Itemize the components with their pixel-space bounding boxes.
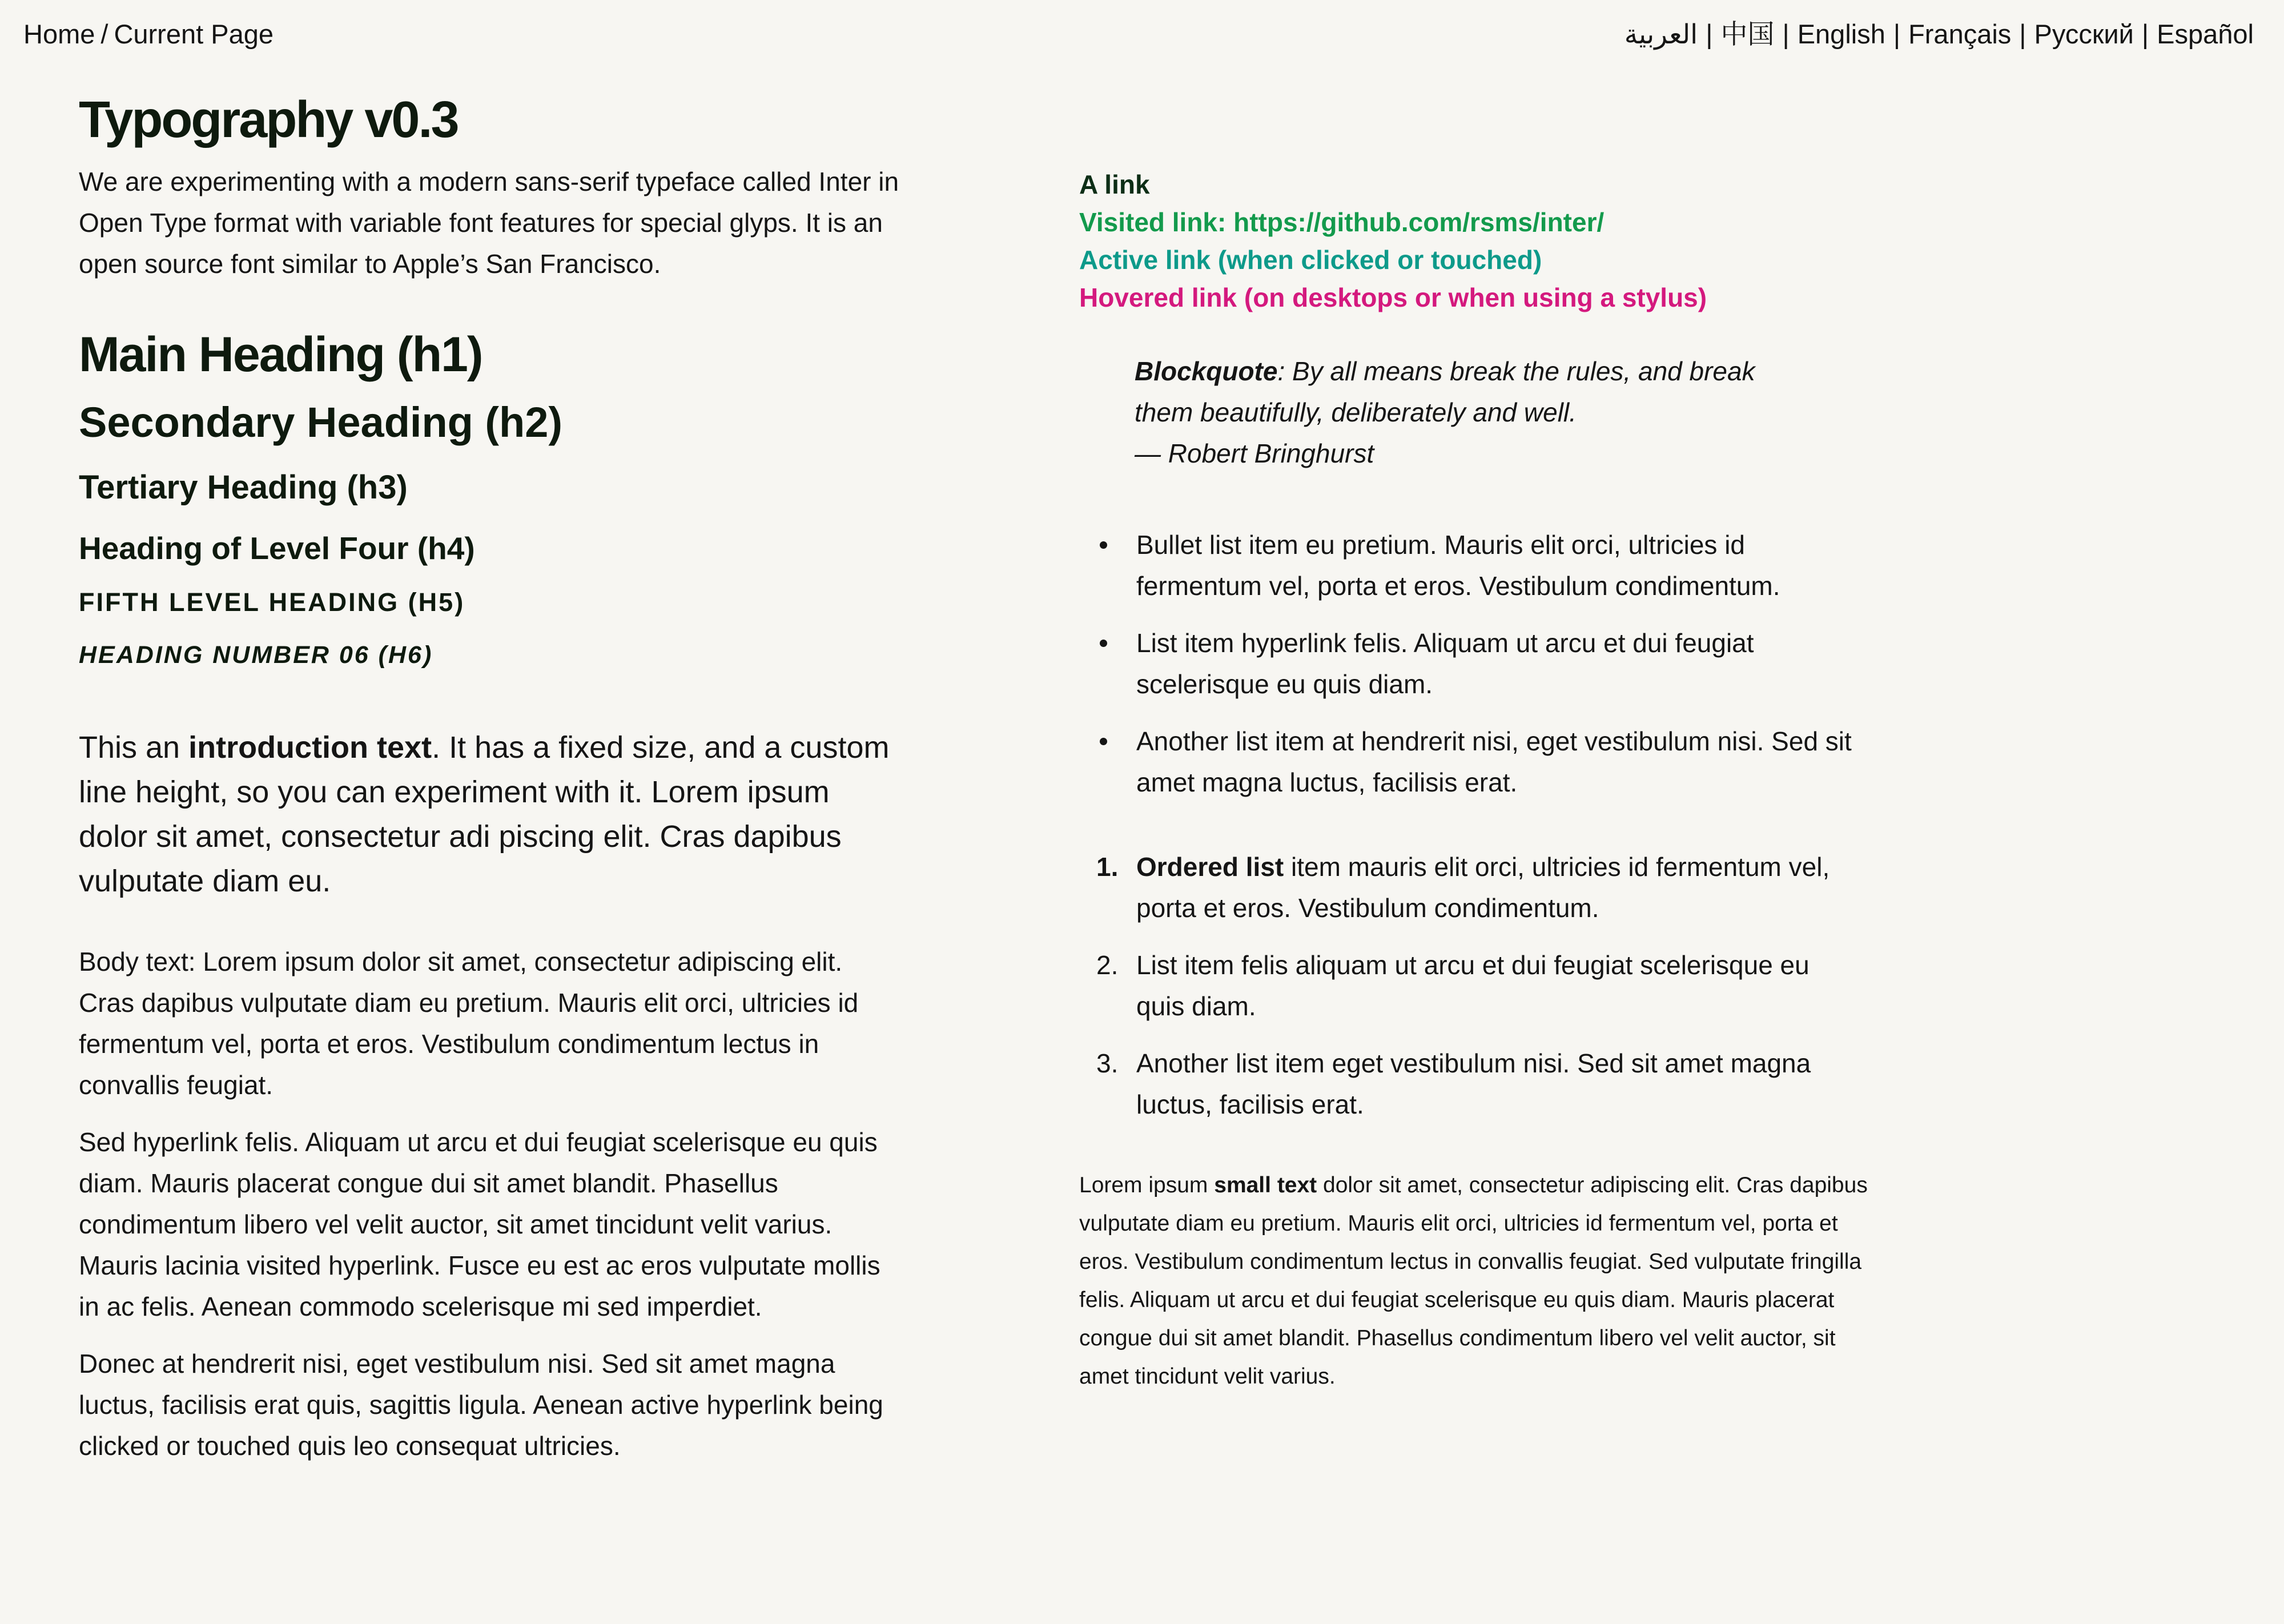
list-item [1079,524,1856,606]
small-text-before: Lorem ipsum [1079,1173,1215,1197]
language-separator: | [2019,19,2026,49]
left-column [79,86,947,1466]
blockquote-text: : By all means break the rules, and break them beautifully, deliberately and well. [1135,356,1755,427]
list-item [1079,944,1856,1027]
breadcrumb-current: Current Page [114,19,274,49]
language-russian[interactable]: Русский [2034,19,2134,49]
language-separator: | [1706,19,1713,49]
list-item-text: Another list item eget vestibulum nisi. Sed sit amet magna luctus, facilisis erat. [1136,1048,1811,1119]
body-paragraph: Sed hyperlink felis. Aliquam ut arcu et dui feugiat scelerisque eu quis diam. Mauris placerat congue dui sit amet blandit. Phasellus condimentum libero vel velit auctor, sit amet tincidunt velit varius. Mauris lacinia visited hyperlink. Fusce eu est ac eros vulputate mollis in ac felis. Aenean commodo scelerisque mi sed imperdiet. [79,1127,880,1321]
page-title: Typography v0.3 [79,91,458,148]
language-separator: | [1893,19,1901,49]
breadcrumb-home-link[interactable]: Home [23,19,95,49]
list-item-text: List item felis aliquam ut arcu et dui feugiat scelerisque eu quis diam. [1136,950,1809,1021]
language-separator: | [1782,19,1790,49]
intro-text-before: This an [79,730,189,765]
heading-h1: Main Heading (h1) [79,327,482,382]
language-separator: | [2141,19,2149,49]
bullet-icon [1100,541,1107,549]
blockquote-attribution: — Robert Bringhurst [1135,439,1374,468]
introduction-text [79,725,890,903]
ordered-list-bold: Ordered list [1136,852,1284,882]
language-english[interactable]: English [1797,19,1885,49]
list-number: 3. [1096,1048,1119,1078]
list-item-text: Bullet list item eu pretium. Mauris elit orci, ultricies id fermentum vel, porta et eros. Vestibulum condimentum. [1136,530,1780,601]
list-number: 1. [1096,852,1119,882]
list-number: 2. [1096,950,1119,980]
ordered-list [1079,846,1879,1125]
bullet-list [1079,524,1879,803]
heading-h4: Heading of Level Four (h4) [79,530,475,566]
list-item [1079,846,1856,928]
intro-text-after: . It has a fixed size, and a custom line height, so you can experiment with it. Lorem ipsum dolor sit amet, consectetur adi piscing elit. Cras dapibus vulputate diam eu. [79,730,890,898]
bullet-icon [1100,640,1107,647]
right-column [1079,166,1879,1396]
small-text-bold: small text [1214,1173,1317,1197]
intro-text-bold: introduction text [188,730,432,765]
link-examples [1079,166,1879,316]
active-link-example[interactable]: Active link (when clicked or touched) [1079,245,1542,275]
visited-link-example[interactable]: Visited link: https://github.com/rsms/inter/ [1079,207,1605,237]
bullet-icon [1100,738,1107,745]
body-paragraph: Donec at hendrerit nisi, eget vestibulum nisi. Sed sit amet magna luctus, facilisis erat quis, sagittis ligula. Aenean active hyperlink being clicked or touched quis leo consequat ultricies. [79,1349,883,1461]
list-item-text: List item hyperlink felis. Aliquam ut arcu et dui feugiat scelerisque eu quis diam. [1136,628,1754,699]
language-arabic[interactable]: العربية [1624,19,1698,49]
list-item-text: item mauris elit orci, ultricies id fermentum vel, porta et eros. Vestibulum condimentum. [1136,852,1830,923]
hovered-link-example[interactable]: Hovered link (on desktops or when using a stylus) [1079,283,1707,312]
small-text [1079,1166,1879,1396]
blockquote-label: Blockquote [1135,356,1278,386]
language-spanish[interactable]: Español [2157,19,2254,49]
top-bar [0,0,2284,69]
list-item [1079,1043,1856,1125]
list-item [1079,622,1856,705]
language-switcher [1624,17,2254,51]
language-french[interactable]: Français [1908,19,2012,49]
page-description: We are experimenting with a modern sans-serif typeface called Inter in Open Type format with variable font features for special glyps. It is an open source font similar to Apple’s San Francisco. [79,167,899,279]
heading-h2: Secondary Heading (h2) [79,399,563,446]
heading-h5: FIFTH LEVEL HEADING (H5) [79,588,465,617]
list-item-text: Another list item at hendrerit nisi, eget vestibulum nisi. Sed sit amet magna luctus, facilisis erat. [1136,726,1852,797]
small-text-after: dolor sit amet, consectetur adipiscing elit. Cras dapibus vulputate diam eu pretium. Mauris elit orci, ultricies id fermentum vel, porta et eros. Vestibulum condimentum lectus in convallis feugiat. Sed vulputate fringilla felis. Aliquam ut arcu et dui feugiat scelerisque eu quis diam. Mauris placerat congue dui sit amet blandit. Phasellus condimentum libero vel velit auctor, sit amet tincidunt velit varius. [1079,1173,1868,1389]
body-paragraph: Body text: Lorem ipsum dolor sit amet, consectetur adipiscing elit. Cras dapibus vulputate diam eu pretium. Mauris elit orci, ultricies id fermentum vel, porta et eros. Vestibulum condimentum lectus in convallis feugiat. [79,947,859,1100]
list-item [1079,721,1856,803]
heading-h6: HEADING NUMBER 06 (H6) [79,641,433,669]
breadcrumb-separator: / [100,19,108,49]
blockquote [1135,351,1808,474]
breadcrumb [23,17,274,51]
language-chinese[interactable]: 中国 [1720,19,1775,49]
heading-h3: Tertiary Heading (h3) [79,469,408,506]
link-example[interactable]: A link [1079,170,1150,199]
